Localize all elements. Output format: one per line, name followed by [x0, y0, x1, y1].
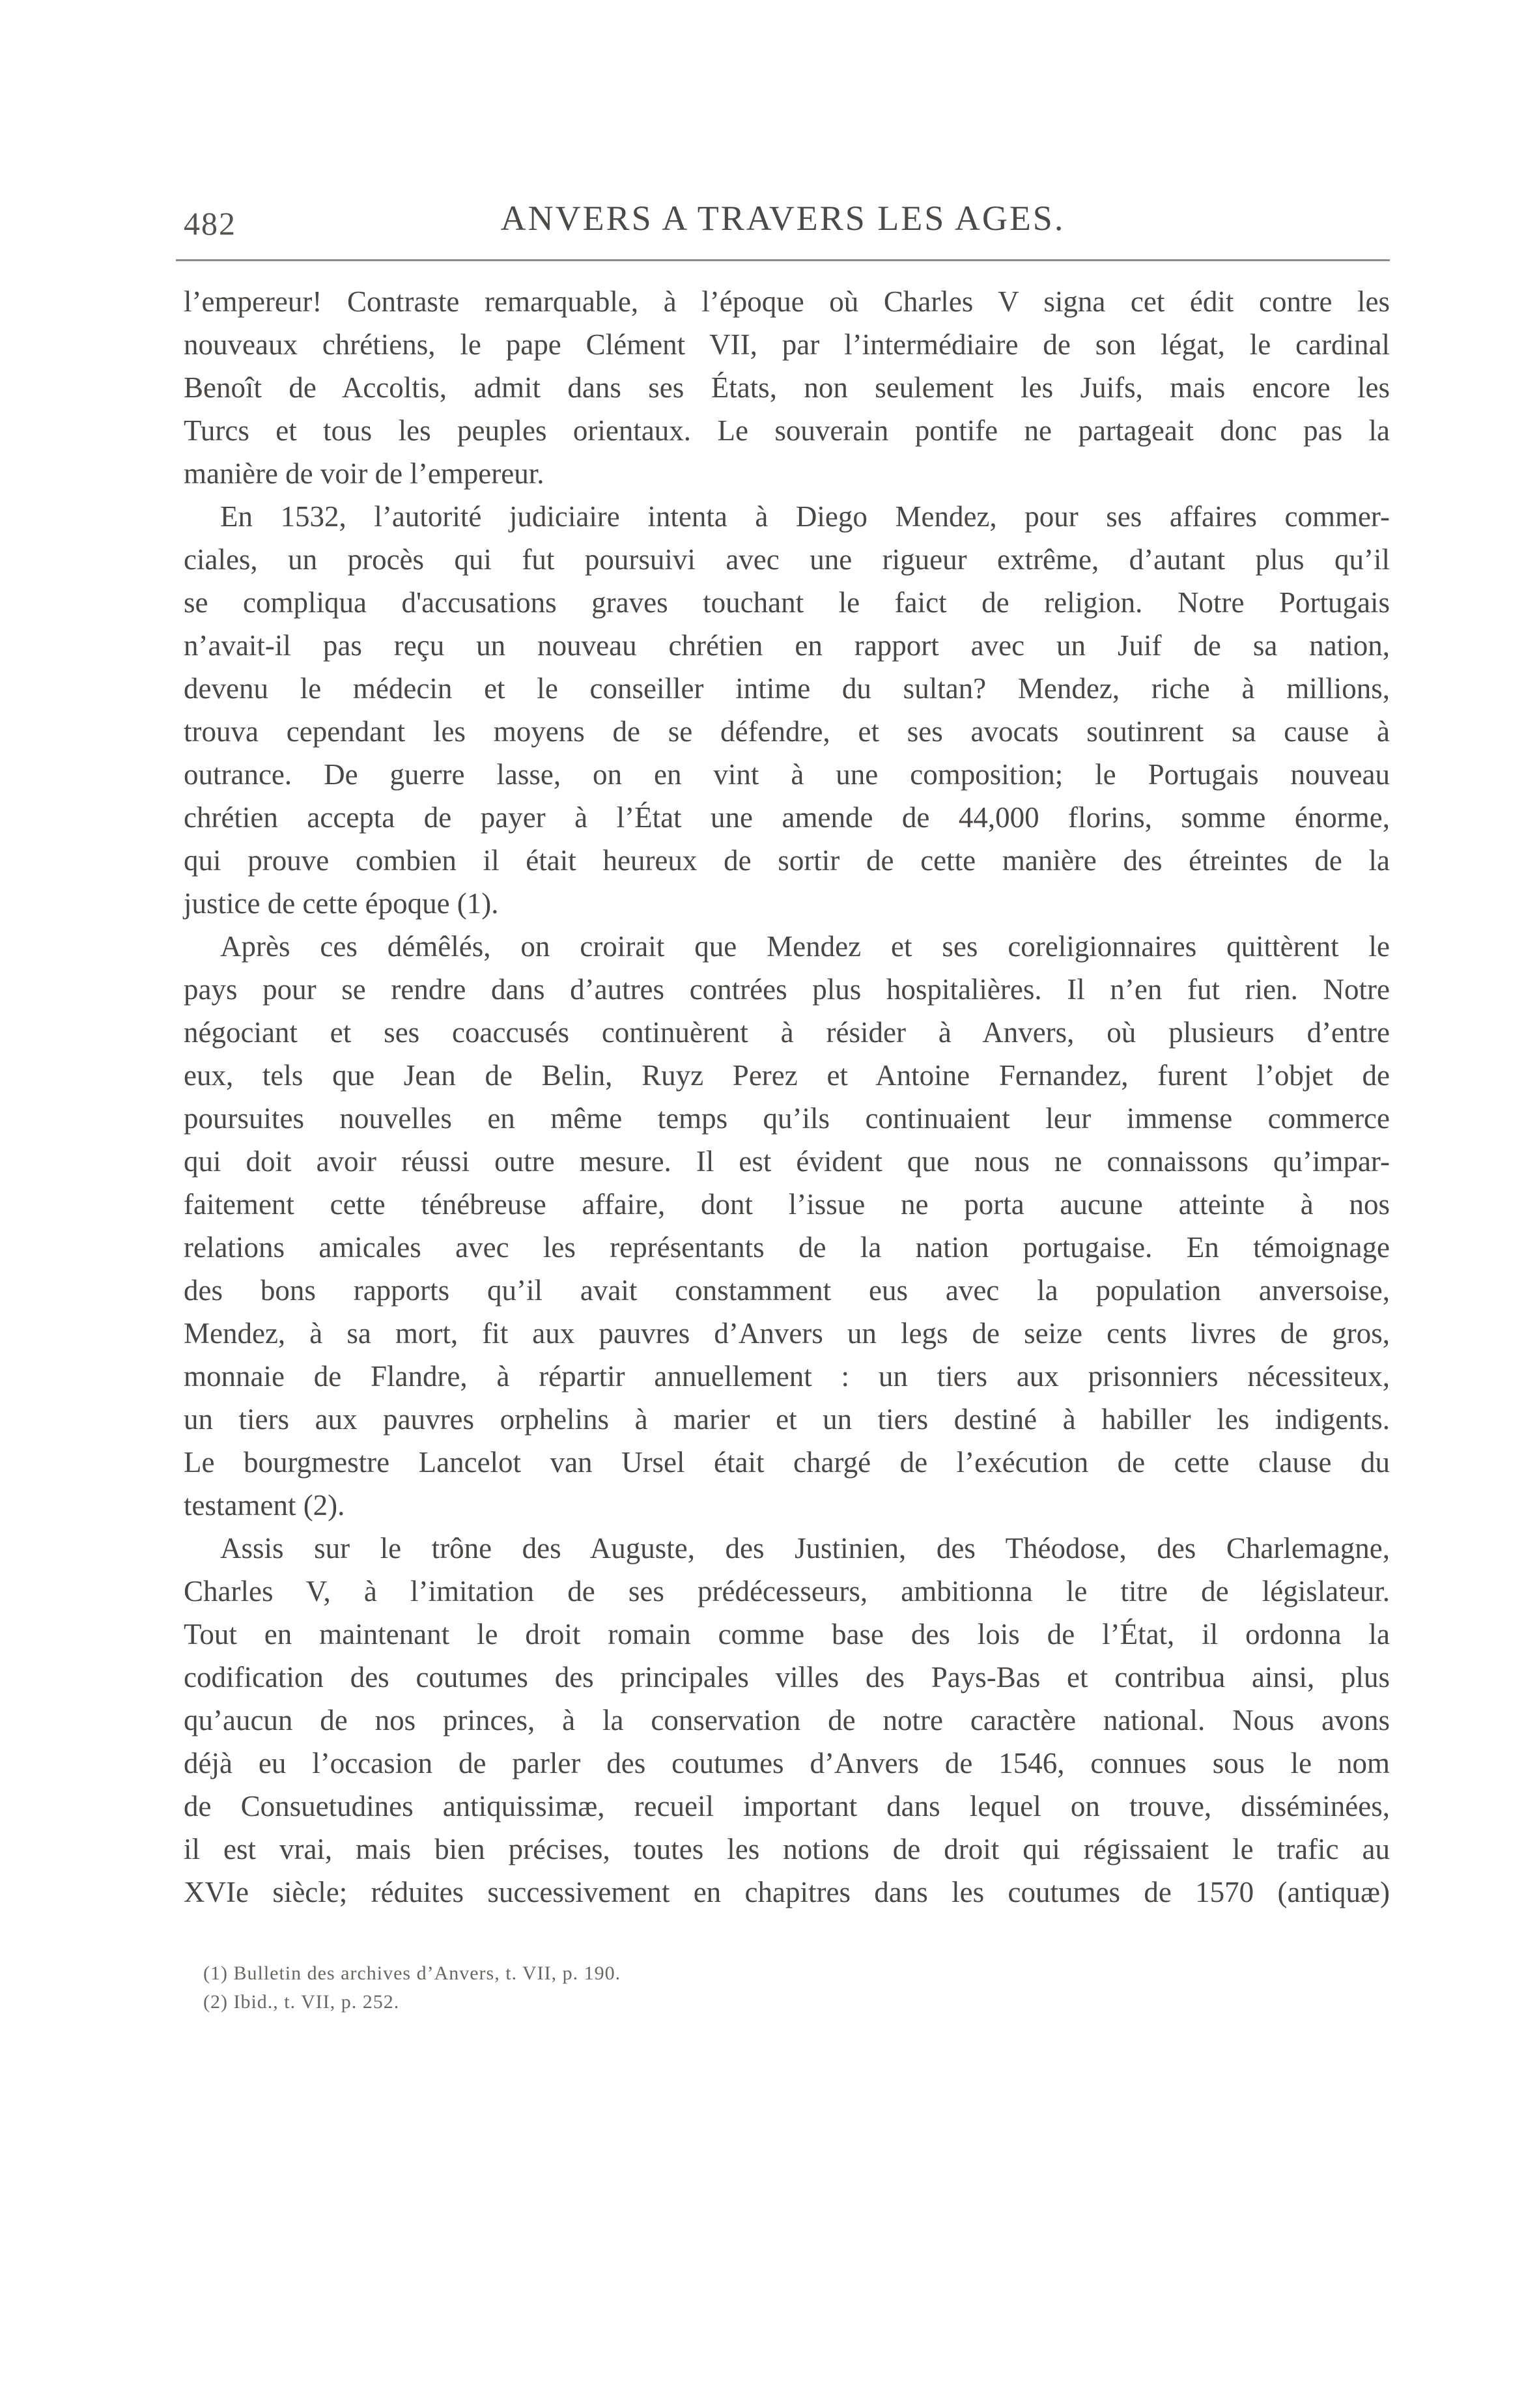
text-line: se compliqua d'accusations graves touchant le faict de religion. Notre Portugais	[184, 586, 1390, 619]
text-line: déjà eu l’occasion de parler des coutumes d’Anvers de 1546, connues sous le nom	[184, 1747, 1390, 1779]
text-line: il est vrai, mais bien précises, toutes les notions de droit qui régissaient le trafic au	[184, 1833, 1390, 1865]
text-line: faitement cette ténébreuse affaire, dont l’issue ne porta aucune atteinte à nos	[184, 1188, 1390, 1221]
text-line: poursuites nouvelles en même temps qu’ils continuaient leur immense commerce	[184, 1102, 1390, 1135]
text-line: monnaie de Flandre, à répartir annuellement : un tiers aux prisonniers nécessiteux,	[184, 1360, 1390, 1393]
text-line: eux, tels que Jean de Belin, Ruyz Perez et Antoine Fernandez, furent l’objet de	[184, 1059, 1390, 1092]
text-line: Le bourgmestre Lancelot van Ursel était chargé de l’exécution de cette clause du	[184, 1446, 1390, 1479]
text-line: XVIe siècle; réduites successivement en chapitres dans les coutumes de 1570 (antiquæ)	[184, 1876, 1390, 1908]
body-text	[184, 280, 1390, 1914]
text-line: nouveaux chrétiens, le pape Clément VII, par l’intermédiaire de son légat, le cardinal	[184, 328, 1390, 361]
text-line: ciales, un procès qui fut poursuivi avec une rigueur extrême, d’autant plus qu’il	[184, 543, 1390, 576]
text-line: Tout en maintenant le droit romain comme base des lois de l’État, il ordonna la	[184, 1618, 1390, 1650]
text-line: manière de voir de l’empereur.	[184, 457, 544, 490]
text-line: un tiers aux pauvres orphelins à marier et un tiers destiné à habiller les indigents.	[184, 1403, 1390, 1436]
text-line: justice de cette époque (1).	[184, 887, 499, 920]
text-line: qui prouve combien il était heureux de sortir de cette manière des étreintes de la	[184, 844, 1390, 877]
text-line: Après ces démêlés, on croirait que Mendez et ses coreligionnaires quittèrent le	[220, 930, 1390, 963]
text-line: Benoît de Accoltis, admit dans ses États, non seulement les Juifs, mais encore les	[184, 371, 1390, 404]
text-line: de Consuetudines antiquissimæ, recueil important dans lequel on trouve, disséminées,	[184, 1790, 1390, 1822]
text-line: chrétien accepta de payer à l’État une amende de 44,000 florins, somme énorme,	[184, 801, 1390, 834]
text-line: négociant et ses coaccusés continuèrent à résider à Anvers, où plusieurs d’entre	[184, 1016, 1390, 1049]
text-line: Mendez, à sa mort, fit aux pauvres d’Anvers un legs de seize cents livres de gros,	[184, 1317, 1390, 1350]
text-line: trouva cependant les moyens de se défendre, et ses avocats soutinrent sa cause à	[184, 715, 1390, 748]
text-line: qu’aucun de nos princes, à la conservation de notre caractère national. Nous avons	[184, 1704, 1390, 1736]
footnote: (1) Bulletin des archives d’Anvers, t. VII, p. 190.	[203, 1962, 621, 1984]
text-line: Turcs et tous les peuples orientaux. Le souverain pontife ne partageait donc pas la	[184, 414, 1390, 447]
text-line: Charles V, à l’imitation de ses prédécesseurs, ambitionna le titre de législateur.	[184, 1575, 1390, 1608]
footnotes	[203, 1959, 1245, 2017]
text-line: codification des coutumes des principales villes des Pays-Bas et contribua ainsi, plus	[184, 1661, 1390, 1693]
text-line: qui doit avoir réussi outre mesure. Il est évident que nous ne connaissons qu’impar-	[184, 1145, 1390, 1178]
text-line: des bons rapports qu’il avait constamment eus avec la population anversoise,	[184, 1274, 1390, 1307]
text-line: pays pour se rendre dans d’autres contrées plus hospitalières. Il n’en fut rien. Notre	[184, 973, 1390, 1006]
text-line: relations amicales avec les représentants de la nation portugaise. En témoignage	[184, 1231, 1390, 1264]
text-line: devenu le médecin et le conseiller intime du sultan? Mendez, riche à millions,	[184, 672, 1390, 705]
footnote: (2) Ibid., t. VII, p. 252.	[203, 1991, 400, 2013]
header-rule	[176, 259, 1390, 261]
text-line: l’empereur! Contraste remarquable, à l’époque où Charles V signa cet édit contre les	[184, 285, 1390, 318]
text-line: En 1532, l’autorité judiciaire intenta à Diego Mendez, pour ses affaires commer-	[220, 500, 1390, 533]
text-line: Assis sur le trône des Auguste, des Justinien, des Théodose, des Charlemagne,	[220, 1532, 1390, 1565]
page-number: 482	[184, 205, 236, 242]
text-line: n’avait-il pas reçu un nouveau chrétien en rapport avec un Juif de sa nation,	[184, 629, 1390, 662]
text-line: outrance. De guerre lasse, on en vint à une composition; le Portugais nouveau	[184, 758, 1390, 791]
text-line: testament (2).	[184, 1489, 345, 1522]
running-title: ANVERS A TRAVERS LES AGES.	[500, 199, 1065, 238]
page-header	[176, 195, 1390, 248]
